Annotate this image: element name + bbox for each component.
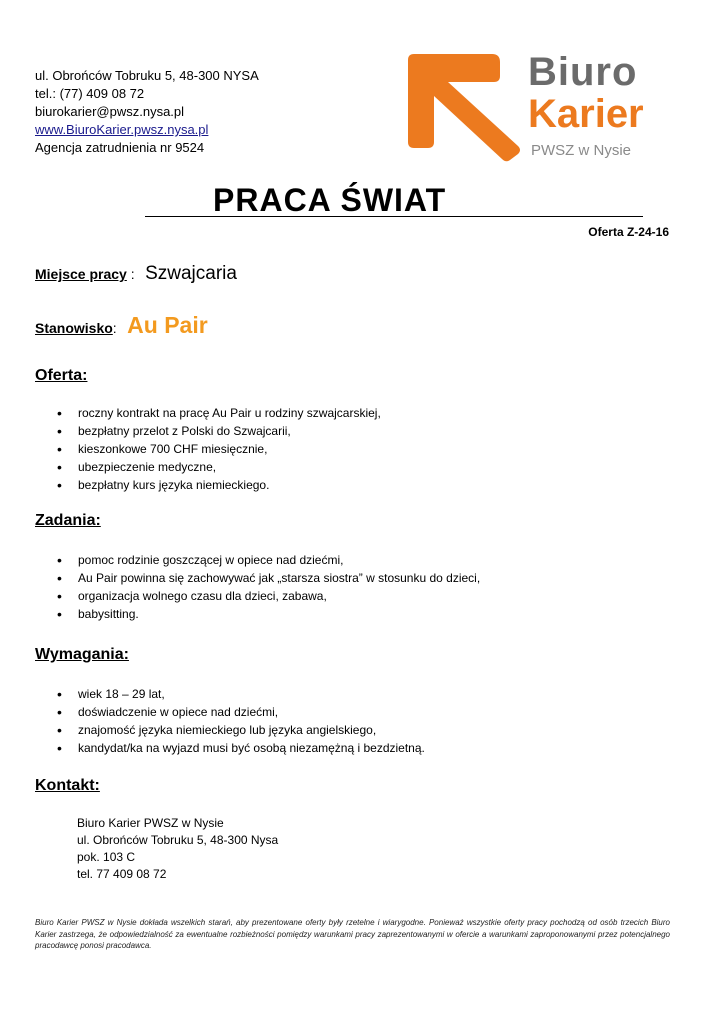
header-agency-number: Agencja zatrudnienia nr 9524 xyxy=(35,140,205,155)
header-address: ul. Obrońców Tobruku 5, 48-300 NYSA xyxy=(35,68,259,83)
offer-heading: Oferta: xyxy=(35,367,88,384)
title-underline-right xyxy=(213,216,643,217)
arrow-logo-icon xyxy=(404,50,524,162)
requirement-item: • doświadczenie w opiece nad dziećmi, xyxy=(55,703,425,721)
place-label: Miejsce pracy xyxy=(35,266,127,282)
requirement-item: • wiek 18 – 29 lat, xyxy=(55,685,425,703)
tasks-heading: Zadania: xyxy=(35,512,101,529)
offer-list xyxy=(55,404,381,494)
task-item: • pomoc rodzinie goszczącej w opiece nad dziećmi, xyxy=(55,551,480,569)
contact-line: pok. 103 C xyxy=(77,850,136,864)
header-email[interactable]: biurokarier@pwsz.nysa.pl xyxy=(35,104,185,119)
header-phone: tel.: (77) 409 08 72 xyxy=(35,86,145,101)
logo-subtitle: PWSZ w Nysie xyxy=(531,142,632,159)
requirement-item: • kandydat/ka na wyjazd musi być osobą niezamężną i bezdzietną. xyxy=(55,739,425,757)
logo-word-karier: Karier xyxy=(528,92,644,136)
title-underline-left xyxy=(145,216,215,217)
position-label: Stanowisko xyxy=(35,320,113,336)
place-value: Szwajcaria xyxy=(145,263,237,284)
place-separator: : xyxy=(126,266,135,282)
contact-line: tel. 77 409 08 72 xyxy=(77,867,167,881)
contact-line: ul. Obrońców Tobruku 5, 48-300 Nysa xyxy=(77,833,279,847)
logo-word-biuro: Biuro xyxy=(528,50,638,94)
requirements-list xyxy=(55,685,425,757)
contact-info xyxy=(77,815,278,883)
position-row xyxy=(35,312,208,339)
contact-heading: Kontakt: xyxy=(35,777,100,794)
offer-item: • kieszonkowe 700 CHF miesięcznie, xyxy=(55,440,381,458)
position-value: Au Pair xyxy=(127,312,208,338)
offer-item: • bezpłatny przelot z Polski do Szwajcarii, xyxy=(55,422,381,440)
contact-line: Biuro Karier PWSZ w Nysie xyxy=(77,816,224,830)
task-item: • organizacja wolnego czasu dla dzieci, zabawa, xyxy=(55,587,480,605)
header-website-link[interactable]: www.BiuroKarier.pwsz.nysa.pl xyxy=(35,122,209,137)
task-item: • Au Pair powinna się zachowywać jak „starsza siostra” w stosunku do dzieci, xyxy=(55,569,480,587)
header-contact-block xyxy=(35,67,259,157)
disclaimer-text: Biuro Karier PWSZ w Nysie dokłada wszelkich starań, aby prezentowane oferty były rzetelne i wiarygodne. Ponieważ wszystkie oferty pracy pochodzą od osób trzecich Biuro Karier zastrzega, że odpowiedzialność za ewentualne rozbieżności pomiędzy warunkami pracy zaprezentowanymi w ofercie a warunkami zaproponowanymi przez potencjalnego pracodawcę ponosi pracodawca. xyxy=(35,918,670,950)
offer-item: • ubezpieczenie medyczne, xyxy=(55,458,381,476)
task-item: • babysitting. xyxy=(55,605,480,623)
page-title: PRACA ŚWIAT xyxy=(213,182,447,218)
tasks-list xyxy=(55,551,480,623)
position-separator: : xyxy=(112,320,117,336)
offer-number: Oferta Z-24-16 xyxy=(588,225,669,239)
offer-item: • roczny kontrakt na pracę Au Pair u rodziny szwajcarskiej, xyxy=(55,404,381,422)
requirements-heading: Wymagania: xyxy=(35,646,129,663)
offer-item: • bezpłatny kurs języka niemieckiego. xyxy=(55,476,381,494)
biuro-karier-logo xyxy=(404,50,674,162)
place-row xyxy=(35,263,237,285)
requirement-item: • znajomość języka niemieckiego lub języka angielskiego, xyxy=(55,721,425,739)
